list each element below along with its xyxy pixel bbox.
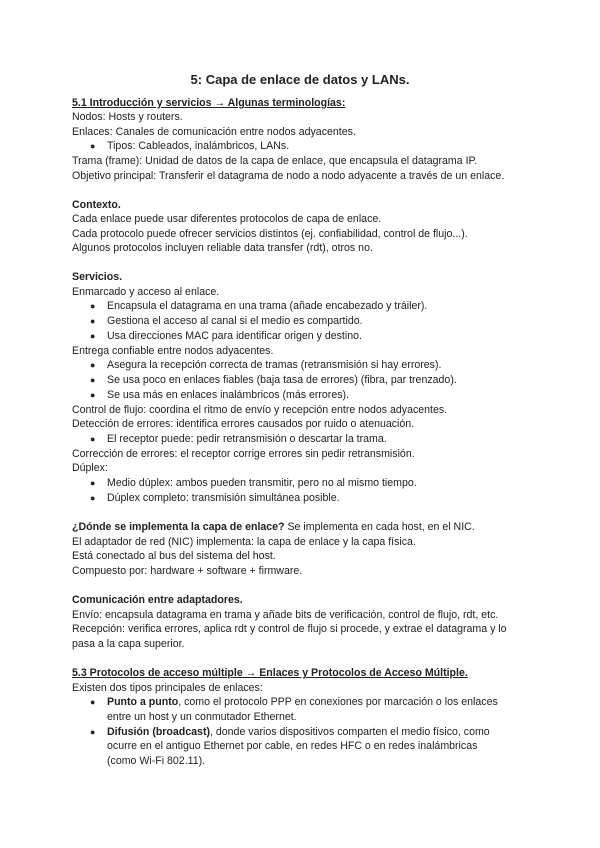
bullet-item [107,695,498,709]
bullet-item: Encapsula el datagrama en una trama (añade encabezado y tráiler). [107,300,428,312]
text-line: Objetivo principal: Transferir el datagrama de nodo a nodo adyacente a través de un enlace. [72,170,505,182]
bullet-icon: ● [90,331,96,341]
bullet-icon: ● [90,141,96,151]
text-line: pasa a la capa superior. [72,638,185,650]
section-heading-comunicacion: Comunicación entre adaptadores. [72,594,243,606]
bullet-icon: ● [90,478,96,488]
bullet-icon: ● [90,697,96,707]
bullet-item: Tipos: Cableados, inalámbricos, LANs. [107,140,290,152]
page-title: 5: Capa de enlace de datos y LANs. [190,72,410,87]
text-line: Detección de errores: identifica errores causados por ruido o atenuación. [72,418,415,430]
bullet-item: Dúplex completo: transmisión simultánea posible. [107,492,340,504]
text-line: Cada enlace puede usar diferentes protocolos de capa de enlace. [72,213,382,225]
term-difusion: Difusión (broadcast) [107,726,210,738]
paragraph-donde [72,520,475,534]
bullet-item: Gestiona el acceso al canal si el medio es compartido. [107,315,363,327]
bullet-icon: ● [90,727,96,737]
section-heading-5-3: 5.3 Protocolos de acceso múltiple → Enlaces y Protocolos de Acceso Múltiple. [72,667,468,679]
bullet-item [107,725,490,739]
section-heading-contexto: Contexto. [72,199,121,211]
text-line: Corrección de errores: el receptor corrige errores sin pedir retransmisión. [72,448,415,460]
text-line: Algunos protocolos incluyen reliable data transfer (rdt), otros no. [72,242,373,254]
bullet-icon: ● [90,316,96,326]
text-line: Nodos: Hosts y routers. [72,111,183,123]
bullet-item: El receptor puede: pedir retransmisión o descartar la trama. [107,433,387,445]
text-line: Envío: encapsula datagrama en trama y añade bits de verificación, control de flujo, rdt, etc. [72,609,499,621]
section-heading-donde: ¿Dónde se implementa la capa de enlace? [72,521,285,533]
bullet-continuation: (como Wi-Fi 802.11). [107,755,206,767]
term-punto-a-punto: Punto a punto [107,696,179,708]
text-line: Enmarcado y acceso al enlace. [72,286,220,298]
text-line: Control de flujo: coordina el ritmo de envío y recepción entre nodos adyacentes. [72,404,448,416]
text-line: Dúplex: [72,462,108,474]
text-line: Enlaces: Canales de comunicación entre nodos adyacentes. [72,126,356,138]
text-line: Trama (frame): Unidad de datos de la capa de enlace, que encapsula el datagrama IP. [72,155,478,167]
bullet-icon: ● [90,493,96,503]
bullet-continuation: ocurre en el antiguo Ethernet por cable, en redes HFC o en redes inalámbricas [107,740,478,752]
bullet-item: Se usa más en enlaces inalámbricos (más errores). [107,389,349,401]
bullet-item: Usa direcciones MAC para identificar origen y destino. [107,330,362,342]
section-heading-servicios: Servicios. [72,271,123,283]
text-line: Recepción: verifica errores, aplica rdt y control de flujo si procede, y extrae el datagrama y lo [72,623,507,635]
text-line: Compuesto por: hardware + software + firmware. [72,565,303,577]
text-line: Cada protocolo puede ofrecer servicios distintos (ej. confiabilidad, control de flujo...). [72,228,468,240]
bullet-icon: ● [90,360,96,370]
section-heading-5-1: 5.1 Introducción y servicios → Algunas terminologías: [72,97,346,109]
text-inline: Se implementa en cada host, en el NIC. [284,521,475,533]
bullet-icon: ● [90,301,96,311]
text-line: Existen dos tipos principales de enlaces: [72,682,263,694]
bullet-item: Medio dúplex: ambos pueden transmitir, pero no al mismo tiempo. [107,477,417,489]
text-line: Entrega confiable entre nodos adyacentes. [72,345,274,357]
bullet-icon: ● [90,434,96,444]
text-line: El adaptador de red (NIC) implementa: la capa de enlace y la capa física. [72,536,416,548]
bullet-icon: ● [90,390,96,400]
bullet-item: Asegura la recepción correcta de tramas (retransmisión si hay errores). [107,359,442,371]
text-inline: , donde varios dispositivos comparten el medio físico, como [210,726,490,738]
text-line: Está conectado al bus del sistema del host. [72,550,276,562]
bullet-continuation: entre un host y un conmutador Ethernet. [107,711,297,723]
bullet-item: Se usa poco en enlaces fiables (baja tasa de errores) (fibra, par trenzado). [107,374,457,386]
text-inline: , como el protocolo PPP en conexiones por marcación o los enlaces [178,696,498,708]
bullet-icon: ● [90,375,96,385]
